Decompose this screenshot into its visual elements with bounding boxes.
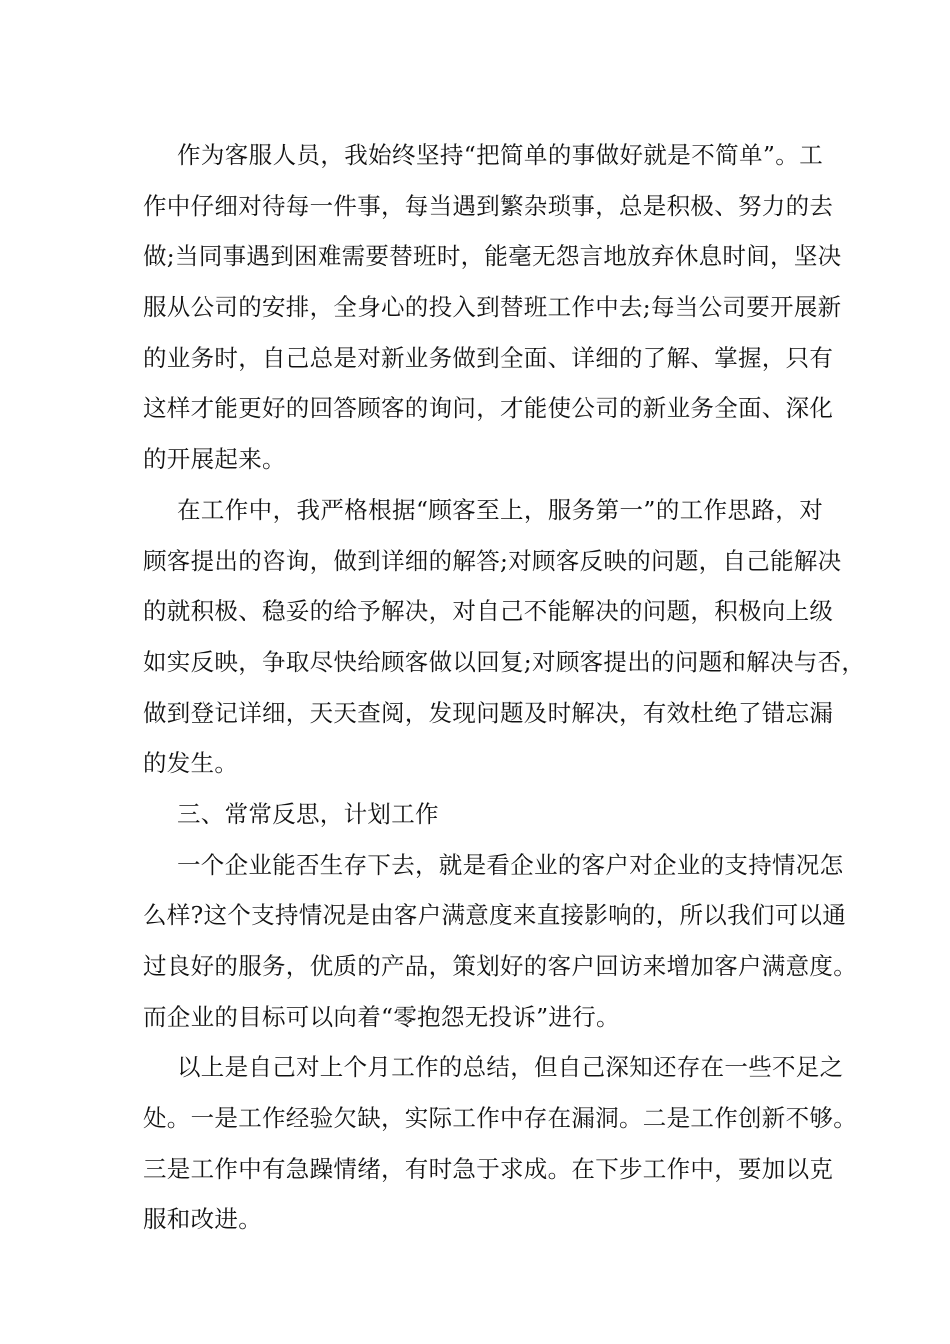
text-line: 的开展起来。 (143, 445, 286, 474)
text-line: 的业务时，自己总是对新业务做到全面、详细的了解、掌握，只有 (143, 343, 834, 372)
text-line: 顾客提出的咨询，做到详细的解答;对顾客反映的问题，自己能解决 (143, 546, 842, 575)
document-body (143, 130, 866, 1245)
text-line: 而企业的目标可以向着“零抱怨无投诉”进行。 (143, 1002, 620, 1031)
text-line: 么样?这个支持情况是由客户满意度来直接影响的，所以我们可以通 (143, 901, 847, 930)
text-line: 一个企业能否生存下去，就是看企业的客户对企业的支持情况怎 (177, 850, 844, 879)
text-line: 做;当同事遇到困难需要替班时，能毫无怨言地放弃休息时间，坚决 (143, 242, 842, 271)
text-line: 处。一是工作经验欠缺，实际工作中存在漏洞。二是工作创新不够。 (143, 1104, 857, 1133)
text-line: 的就积极、稳妥的给予解决，对自己不能解决的问题，积极向上级 (143, 597, 834, 626)
text-line: 作为客服人员，我始终坚持“把简单的事做好就是不简单”。工 (177, 141, 823, 169)
text-line: 服从公司的安排，全身心的投入到替班工作中去;每当公司要开展新 (143, 293, 842, 322)
text-line: 过良好的服务，优质的产品，策划好的客户回访来增加客户满意度。 (143, 952, 857, 980)
text-line: 以上是自己对上个月工作的总结，但自己深知还存在一些不足之 (177, 1053, 844, 1082)
text-line: 如实反映，争取尽快给顾客做以回复;对顾客提出的问题和解决与否， (143, 647, 866, 676)
text-line: 服和改进。 (143, 1205, 262, 1234)
text-line: 作中仔细对待每一件事，每当遇到繁杂琐事，总是积极、努力的去 (143, 191, 834, 220)
text-line: 这样才能更好的回答顾客的询问，才能使公司的新业务全面、深化 (143, 394, 834, 423)
text-line: 做到登记详细，天天查阅，发现问题及时解决，有效杜绝了错忘漏 (143, 698, 834, 727)
text-line: 的发生。 (143, 749, 239, 778)
text-line: 在工作中，我严格根据“顾客至上，服务第一”的工作思路，对 (177, 495, 823, 524)
section-heading: 三、常常反思，计划工作 (177, 799, 439, 828)
text-line: 三是工作中有急躁情绪，有时急于求成。在下步工作中，要加以克 (143, 1154, 834, 1183)
